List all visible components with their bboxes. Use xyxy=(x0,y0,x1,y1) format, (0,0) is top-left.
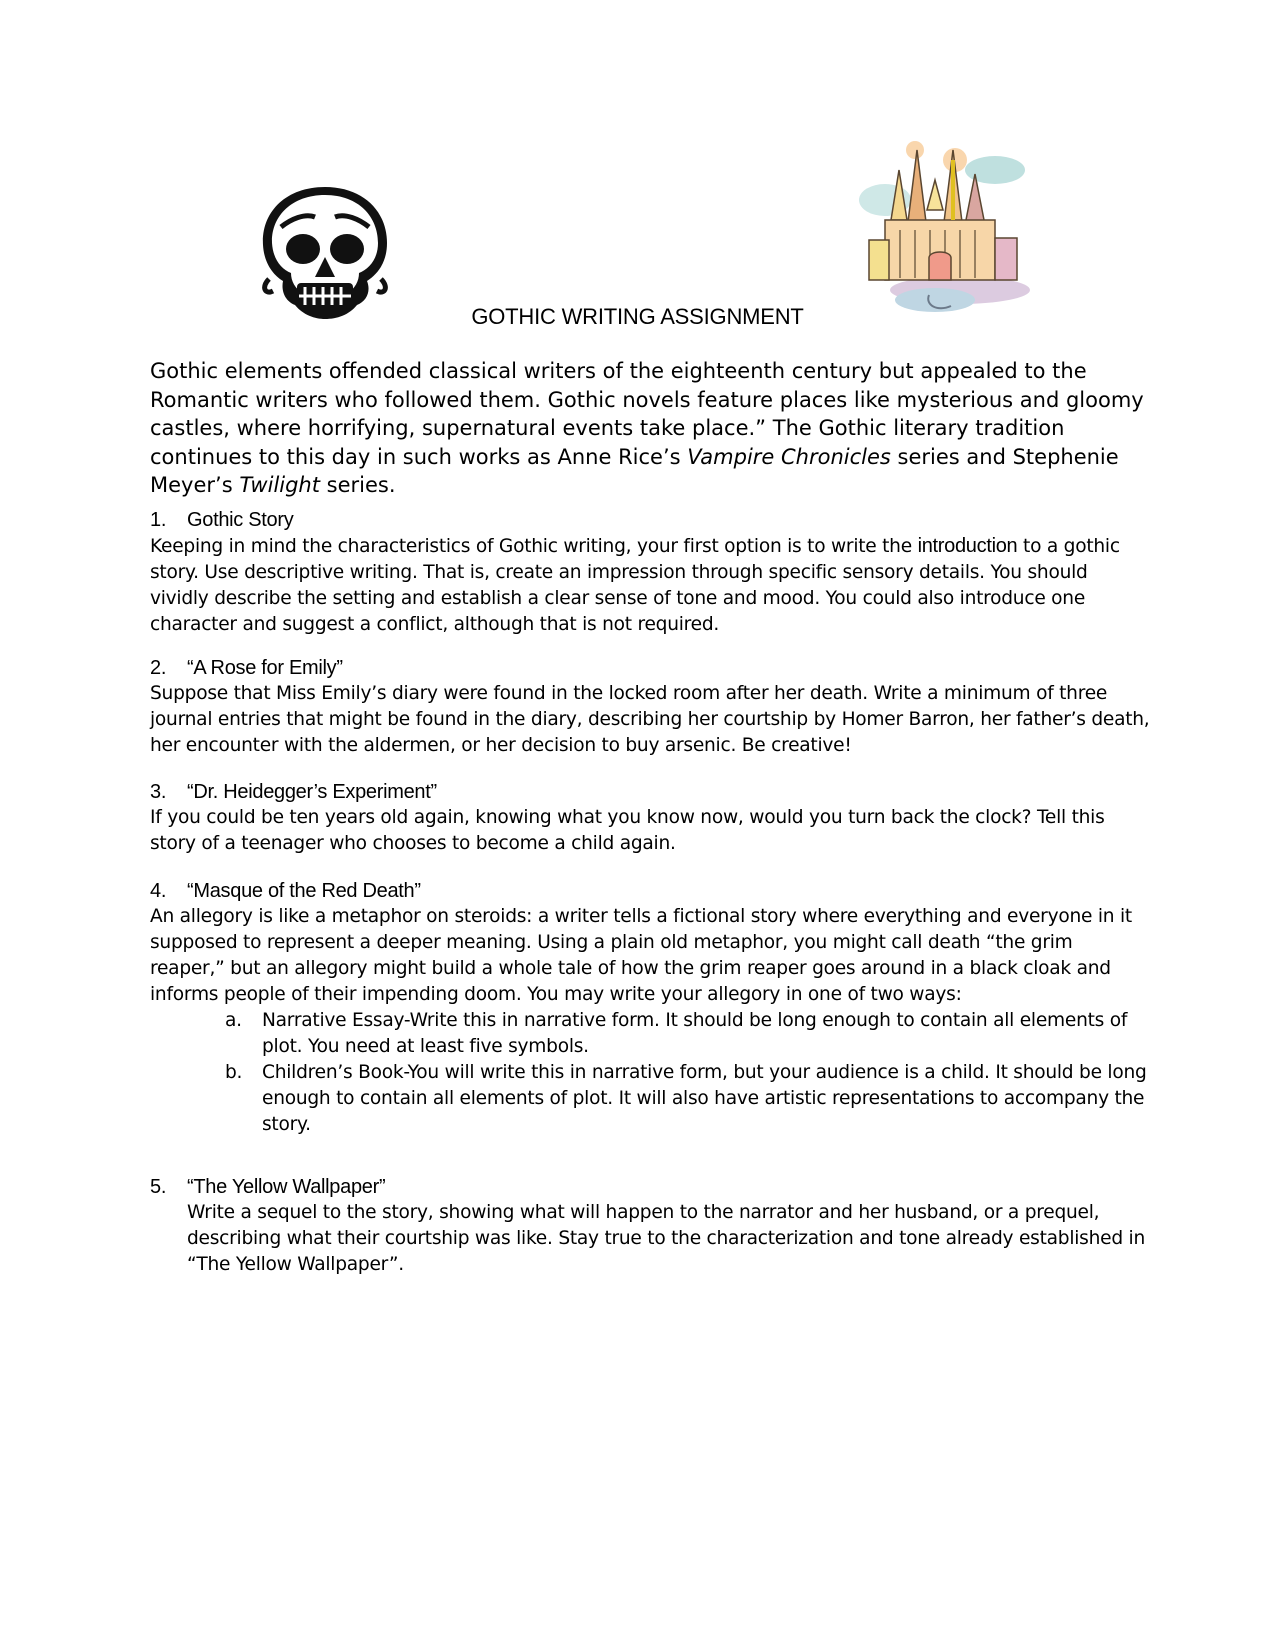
intro-italic-1: Vampire Chronicles xyxy=(687,444,891,469)
section-number: 3. xyxy=(150,781,167,803)
section-body: If you could be ten years old again, knowing what you know now, would you turn back the clock? Tell this story of a teenager who chooses to become a child again. xyxy=(150,807,1105,854)
section-heidegger xyxy=(150,779,1150,857)
intro-text-3: series. xyxy=(319,473,396,497)
list-item xyxy=(150,1008,1150,1060)
list-item-text: Children’s Book-You will write this in narrative form, but your audience is a child. It should be long enough to contain all elements of plot. It will also have artistic representations to accompany the story. xyxy=(262,1062,1147,1135)
page-title: GOTHIC WRITING ASSIGNMENT xyxy=(471,304,804,329)
section-gothic-story xyxy=(150,507,1150,638)
section-number: 5. xyxy=(150,1176,167,1198)
skull-icon xyxy=(255,183,395,323)
section-masque xyxy=(150,878,1150,1138)
section-text: Keeping in mind the characteristics of Gothic writing, your first option is to write the xyxy=(150,536,918,557)
section-rose-for-emily xyxy=(150,655,1150,759)
list-item xyxy=(150,1060,1150,1138)
intro-text-2: series and Stephenie Meyer’s xyxy=(150,444,1119,497)
section-number: 2. xyxy=(150,657,167,679)
intro-paragraph xyxy=(150,357,1150,500)
section-body xyxy=(150,533,1150,638)
emphasis-word: introduction xyxy=(917,535,1018,557)
section-title: Gothic Story xyxy=(187,509,294,531)
section-heading xyxy=(150,507,1150,533)
section-heading xyxy=(150,655,1150,681)
section-title: “A Rose for Emily” xyxy=(187,657,343,679)
allegory-options-list xyxy=(150,1008,1150,1138)
section-title: “The Yellow Wallpaper” xyxy=(187,1176,386,1198)
list-item-text: Narrative Essay-Write this in narrative form. It should be long enough to contain all elements of plot. You need at least five symbols. xyxy=(262,1010,1128,1057)
list-marker: a. xyxy=(225,1010,242,1031)
intro-italic-2: Twilight xyxy=(239,473,320,497)
section-number: 1. xyxy=(150,509,167,531)
section-body: Suppose that Miss Emily’s diary were found in the locked room after her death. Write a minimum of three journal entries that might be found in the diary, describing her courtship by Homer Barron, her father’s death, her encounter with the aldermen, or her decision to buy arsenic. Be creative! xyxy=(150,683,1150,756)
section-heading xyxy=(150,779,1150,805)
section-text: to a gothic story. Use descriptive writing. That is, create an impression through specific sensory details. You should vividly describe the setting and establish a clear sense of tone and mood. You could also introduce one character and suggest a conflict, although that is not required. xyxy=(150,536,1120,635)
section-heading xyxy=(150,1174,1150,1200)
section-body: An allegory is like a metaphor on steroids: a writer tells a fictional story where everything and everyone in it supposed to represent a deeper meaning. Using a plain old metaphor, you might call death “the grim reaper,” but an allegory might build a whole tale of how the grim reaper goes around in a black cloak and informs people of their impending doom. You may write your allegory in one of two ways: xyxy=(150,906,1132,1005)
section-title: “Masque of the Red Death” xyxy=(187,880,421,902)
cathedral-icon xyxy=(855,140,1035,330)
list-marker: b. xyxy=(225,1062,243,1083)
section-heading xyxy=(150,878,1150,904)
section-yellow-wallpaper xyxy=(150,1174,1150,1278)
section-body: Write a sequel to the story, showing what will happen to the narrator and her husband, or a prequel, describing what their courtship was like. Stay true to the characterization and tone already established in “The Yellow Wallpaper”. xyxy=(187,1202,1145,1275)
section-title: “Dr. Heidegger’s Experiment” xyxy=(187,781,437,803)
section-number: 4. xyxy=(150,880,167,902)
intro-text-1: Gothic elements offended classical writers of the eighteenth century but appealed to the Romantic writers who followed them. Gothic novels feature places like mysterious and gloomy castles, where horrifying, supernatural events take place.” The Gothic literary tradition continues to this day in such works as Anne Rice’s xyxy=(150,359,1144,469)
